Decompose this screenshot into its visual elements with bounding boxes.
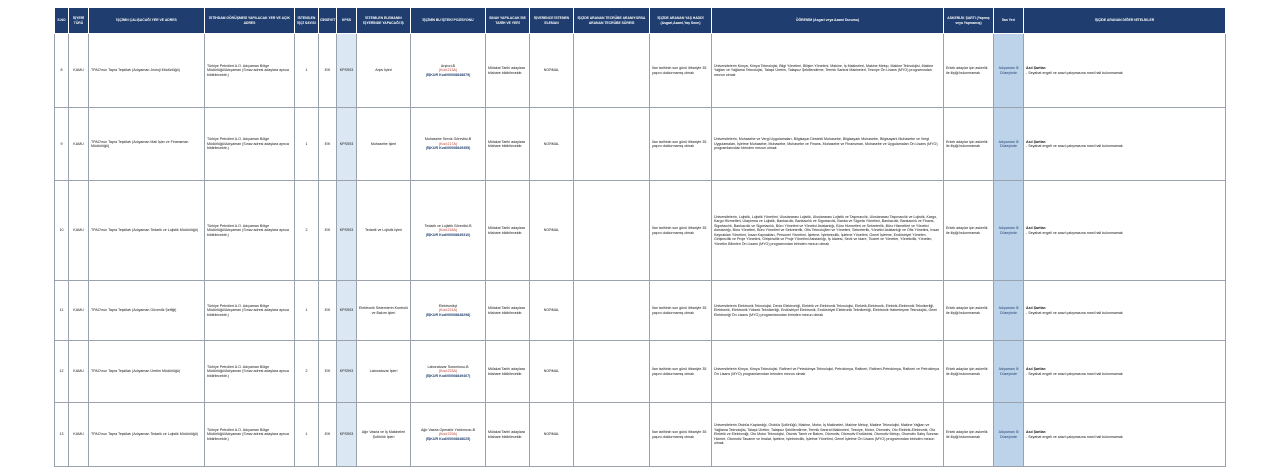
other-text: - Seyahat engeli ve arazi çalışmasına mani hali bulunmamak	[1026, 230, 1123, 235]
table-row	[55, 34, 1226, 108]
cell-type: KAMU	[69, 403, 89, 467]
cell-job: Tedarik ve Lojistik İşleri	[357, 181, 411, 281]
header-cell: İSTİHDAM GÖRÜŞMESİ YAPILACAK YER VE AÇIK ADRES	[205, 8, 295, 34]
cell-age: İlan tarihinin son günü itibariyle 35 yaşını doldurmamış olmak	[650, 281, 712, 341]
cell-education: Üniversitelerin Elektronik Teknolojisi, Deniz Elektroniği, Elektrik ve Elektronik Teknolojisi, Elektrik-Elektronik, Elektrik-Elektronik Teknikerliği, Elektronik, Elektronik Yüksek Teknikerliği, Endüstriyel Elektronik, Endüstriyel Elektronik Teknikerliği, Elektronik Haberleşme Teknolojisi, Gemi Elektroniği Ön Lisans (MYO) programlarından birinden mezun olmak	[712, 281, 944, 341]
iskur-code: (İŞKUR Kod/00008849310)	[425, 232, 471, 237]
position-title: Arşivci-B	[440, 63, 456, 68]
table-row	[55, 181, 1226, 281]
cell-kpss: KPSS93	[337, 181, 357, 281]
cell-interview: Türkiye Petrolleri A.O. Adıyaman Bölge Müdürlüğü/Adıyaman (Sınav adresi adaylara ayrıca bildirilecektir.)	[205, 108, 295, 181]
cell-education: Üniversitelerin, Lojistik, Lojistik Yönetimi, Uluslararası Lojistik, Uluslararası Lojistik ve Taşımacılık, Uluslararası Taşımacılık ve Lojistik, Kargo, Kargo Hizmetleri, Ulaştırma ve Lojistik, Bankacılık, Bankacılık ve Sigortacılık, Banka ve Sigorta Yönetimi, Bankacılık, Bankacılık ve Finans, Sigortacılık, Bankacılık ve Sigortacılık, Büro Yönetimi ve Yönetici Asistanlığı, Büro Hizmetleri ve Sekreterlik, Büro Hizmetleri ve Yönetici Asistanlığı, Büro Yönetimi, Büro Yönetimi ve Sekreterlik, Ofis Teknolojileri ve Yönetimi, Sekreterlik, Yönetici Asistanlığı ve Ofis Yönetimi, İnsan Kaynakları Yönetimi, İnsan Kaynakları, Personel Yönetimi, İşletme, İşletmecilik, İşletme Yönetimi, Genel İşletme, Endüstriyel Yönetim, Girişimcilik ve Proje Yönetimi, Girişimcilik ve Proje Yönetimi Asistanlığı, İş İdaresi, Sevk ve İdare, Ticaret ve Yönetim, Yöneticilik, Yönetim, Yönetim Bilimleri Ön Lisans (MYO) programından birinden mezun olmak	[712, 181, 944, 281]
header-cell: KPSS	[337, 8, 357, 34]
cell-employer: NORMAL	[530, 108, 574, 181]
iskur-code: (İŞKUR Kod/00008848879)	[425, 72, 471, 77]
other-text: - Seyahat engeli ve arazi çalışmasına mani hali bulunmamak	[1026, 70, 1123, 75]
cell-exam: Mülakat Tarihi adaylara bilahare bildirilecektir.	[486, 403, 530, 467]
cell-no: 11	[55, 281, 69, 341]
cell-education: Üniversitelerin Otobüs Kaptanlığı, Otobüs Şoförlüğü, Makine, Motor, İş Makineleri, Makine Metop, Makine Teknolojisi, Makine Yağları ve Yağlama Teknolojisi, Talaşlı Üretim, Talaşsız Şekillendirme, Termik Santral Makineleri, Tesviye, Motor, Otomotiv, Oto Elektrik-Elektronik, Oto Elektrik ve Elektroniği, Oto Motor Teknolojisi, Otomiv Tamir ve Bakım, Otomotiv, Otomotiv Endüstrisi, Otomotiv Metop, Otomotiv Satış Sonrası Hizmet, Otomotiv Tasarım ve İmalat, İşletme, İşletmecilik, İşletme Yönetimi, Genel İşletme Ön Lisans (MYO) programından birinden mezun olmak	[712, 403, 944, 467]
position-code: (Kod:229A)	[438, 432, 458, 437]
table-row	[55, 341, 1226, 403]
other-title: Asıl Şartlar:	[1026, 226, 1047, 231]
cell-count: 2	[295, 181, 319, 281]
cell-education: Üniversitelerin, Muhasebe ve Vergi Uygulamaları, Bilgisayar Destekli Muhasebe, Bilgisayarlı Muhasebe, Bilgisayarlı Muhasebe ve Vergi Uygulamaları, İşletme Muhasebe, Muhasebe, Muhasebe ve Finans, Muhasebe ve Finansman, Muhasebe ve Uygulamaları Ön Lisans (MYO) programlarından birinden mezun olmak	[712, 108, 944, 181]
cell-education: Üniversitelerin Kimya, Kimya Teknolojisi, Bilgi Yönetimi, Bilişim Yönetimi, Makine, İş Makineleri, Makine Metop, Makine Teknolojisi, Makine Yağları ve Yağlama Teknolojisi, Talaşlı Üretim, Talaşsız Şekillendirme, Termik Santral Makineleri, Tesviye Ön Lisans (MYO) programından mezun olmak	[712, 34, 944, 108]
cell-gender: E/K	[319, 34, 337, 108]
header-cell: İŞVERENCE İSTENEN ELEMAN	[530, 8, 574, 34]
other-title: Asıl Şartlar:	[1026, 430, 1047, 435]
cell-other	[1024, 108, 1226, 181]
cell-military: Erkek adaylar için askerlik ile ilişiği bulunmamak	[944, 108, 994, 181]
cell-position	[411, 281, 486, 341]
cell-experience	[574, 281, 650, 341]
table-row	[55, 403, 1226, 467]
position-title: Tedarik ve Lojistik Görevlisi-B	[424, 223, 472, 228]
cell-no: 13	[55, 403, 69, 467]
cell-gender: E/K	[319, 403, 337, 467]
cell-interview: Türkiye Petrolleri A.O. Adıyaman Bölge Müdürlüğü/Adıyaman (Sınav adresi adaylara ayrıca bildirilecektir.)	[205, 181, 295, 281]
header-cell: İŞYERİ TÜRÜ	[69, 8, 89, 34]
cell-experience	[574, 341, 650, 403]
other-text: - Seyahat engeli ve arazi çalışmasına mani hali bulunmamak	[1026, 144, 1123, 148]
cell-position	[411, 341, 486, 403]
other-title: Asıl Şartlar:	[1026, 367, 1047, 372]
cell-kpss: KPSS93	[337, 281, 357, 341]
cell-job: Ağır Vasıta ve İş Makineleri Şoförlük İşleri	[357, 403, 411, 467]
cell-job: Laboratuvar İşleri	[357, 341, 411, 403]
header-cell: İlan Yeri	[994, 8, 1024, 34]
header-cell: İŞÇİNİN BU İŞTEKİ POZİSYONU	[411, 8, 486, 34]
cell-employer: NORMAL	[530, 181, 574, 281]
position-title: Elektronikçi	[438, 303, 458, 308]
cell-place: TPAO'nun Tapra Teşkilatı (Adıyaman Üretim Müdürlüğü)	[89, 341, 205, 403]
cell-location: Adıyaman İli Düzeyinde	[994, 181, 1024, 281]
cell-location: Adıyaman İli Düzeyinde	[994, 108, 1024, 181]
cell-count: 1	[295, 403, 319, 467]
cell-place: TPAO'nun Tapra Teşkilatı (Adıyaman Mali İşler ve Finansman Müdürlüğü)	[89, 108, 205, 181]
cell-count: 1	[295, 108, 319, 181]
other-text: - Seyahat engeli ve arazi çalışmasına mani hali bulunmamak	[1026, 371, 1123, 376]
position-code: (Kod:218A)	[438, 228, 458, 233]
cell-interview: Türkiye Petrolleri A.O. Adıyaman Bölge Müdürlüğü/Adıyaman (Sınav adresi adaylara ayrıca bildirilecektir.)	[205, 403, 295, 467]
position-code: (Kod:213A)	[438, 68, 458, 73]
cell-kpss: KPSS93	[337, 341, 357, 403]
header-cell: İSTENİLEN İŞÇİ SAYISI	[295, 8, 319, 34]
position-code: (Kod:221A)	[438, 308, 458, 313]
cell-gender: E/K	[319, 281, 337, 341]
position-title: Laboratuvar Sorumlusu-B	[427, 364, 469, 369]
cell-employer: NORMAL	[530, 341, 574, 403]
header-cell: SINAV YAPILACAK İSE TARİH VE YERİ	[486, 8, 530, 34]
cell-military: Erkek adaylar için askerlik ile ilişiği bulunmamak	[944, 181, 994, 281]
job-listing-table	[54, 7, 1226, 467]
header-cell: ASKERLİK ŞARTI (Yapmış veya Yapmamış)	[944, 8, 994, 34]
other-title: Asıl Şartlar:	[1026, 66, 1047, 71]
cell-experience	[574, 108, 650, 181]
other-text: - Seyahat engeli ve arazi çalışmasına mani hali bulunmamak	[1026, 434, 1123, 439]
cell-military: Erkek adaylar için askerlik ile ilişiği bulunmamak	[944, 34, 994, 108]
cell-gender: E/K	[319, 181, 337, 281]
position-code: (Kod:217A)	[438, 141, 458, 146]
cell-other	[1024, 341, 1226, 403]
cell-type: KAMU	[69, 34, 89, 108]
cell-employer: NORMAL	[530, 34, 574, 108]
cell-age: İlan tarihinin son günü itibariyle 35 yaşını doldurmamış olmak	[650, 108, 712, 181]
cell-type: KAMU	[69, 341, 89, 403]
cell-type: KAMU	[69, 281, 89, 341]
position-title: Ağır Vasıta Operatör Yardımcısı-B	[420, 427, 476, 432]
header-cell: İŞÇİDE ARANAN YAŞ HADDİ (Asgari,Azami,Yaş Sınırı)	[650, 8, 712, 34]
cell-location: Adıyaman İli Düzeyinde	[994, 341, 1024, 403]
cell-job: Muhasebe İşleri	[357, 108, 411, 181]
table-row	[55, 108, 1226, 181]
cell-position	[411, 108, 486, 181]
table-row	[55, 281, 1226, 341]
iskur-code: (İŞKUR Kod/00008849407)	[425, 373, 471, 378]
cell-exam: Mülakat Tarihi adaylara bilahare bildirilecektir.	[486, 108, 530, 181]
other-title: Asıl Şartlar:	[1026, 306, 1047, 311]
cell-military: Erkek adaylar için askerlik ile ilişiği bulunmamak	[944, 341, 994, 403]
cell-type: KAMU	[69, 108, 89, 181]
cell-kpss: KPSS93	[337, 108, 357, 181]
cell-no: 12	[55, 341, 69, 403]
cell-no: 9	[55, 108, 69, 181]
cell-experience	[574, 181, 650, 281]
header-row	[55, 8, 1226, 34]
cell-gender: E/K	[319, 108, 337, 181]
cell-experience	[574, 403, 650, 467]
cell-kpss: KPSS93	[337, 403, 357, 467]
cell-age: İlan tarihinin son günü itibariyle 35 yaşını doldurmamış olmak	[650, 403, 712, 467]
cell-experience	[574, 34, 650, 108]
job-listing-table-container	[54, 7, 1225, 467]
cell-interview: Türkiye Petrolleri A.O. Adıyaman Bölge Müdürlüğü/Adıyaman (Sınav adresi adaylara ayrıca bildirilecektir.)	[205, 281, 295, 341]
cell-place: TPAO'nun Tapra Teşkilatı (Adıyaman Tedarik ve Lojistik Müdürlüğü)	[89, 181, 205, 281]
cell-other	[1024, 34, 1226, 108]
cell-position	[411, 181, 486, 281]
other-title: Asıl Şartlar:	[1026, 139, 1047, 144]
cell-position	[411, 403, 486, 467]
iskur-code: (İŞKUR Kod/00008848625)	[425, 436, 471, 441]
cell-position	[411, 34, 486, 108]
cell-exam: Mülakat Tarihi adaylara bilahare bildirilecektir.	[486, 341, 530, 403]
position-code: (Kod:223A)	[438, 369, 458, 374]
cell-interview: Türkiye Petrolleri A.O. Adıyaman Bölge Müdürlüğü/Adıyaman (Sınav adresi adaylara ayrıca bildirilecektir.)	[205, 341, 295, 403]
cell-other	[1024, 181, 1226, 281]
header-cell: İŞÇİDE ARANAN TECRÜBE ARANIYORSA ARANAN TECRÜBE SÜRESİ	[574, 8, 650, 34]
cell-employer: NORMAL	[530, 403, 574, 467]
header-cell: ÖĞRENİM (Asgari veya Azami Durumu)	[712, 8, 944, 34]
cell-no: 8	[55, 34, 69, 108]
cell-no: 10	[55, 181, 69, 281]
cell-other	[1024, 281, 1226, 341]
cell-location: Adıyaman İli Düzeyinde	[994, 34, 1024, 108]
cell-education: Üniversitelerin Kimya, Kimya Teknolojisi, Rafineri ve Petrokimya Teknolojisi, Petrokimya, Rafineri, Rafineri-Petrokimya, Rafineri ve Petrokimya Ön Lisans (MYO) programlarından birinden mezun olmak	[712, 341, 944, 403]
cell-location: Adıyaman İli Düzeyinde	[994, 403, 1024, 467]
cell-military: Erkek adaylar için askerlik ile ilişiği bulunmamak	[944, 281, 994, 341]
iskur-code: (İŞKUR Kod/00008849355)	[425, 146, 471, 151]
cell-place: TPAO'nun Tapra Teşkilatı (Adıyaman Jeoloji Müdürlüğü)	[89, 34, 205, 108]
header-cell: İŞÇİNİN ÇALIŞACAĞI YER VE ADRES	[89, 8, 205, 34]
header-cell: İŞÇİDE ARANAN DİĞER NİTELİKLER	[1024, 8, 1226, 34]
cell-exam: Mülakat Tarihi adaylara bilahare bildirilecektir.	[486, 34, 530, 108]
header-cell: S.NO	[55, 8, 69, 34]
header-cell: CİNSİYET	[319, 8, 337, 34]
cell-other	[1024, 403, 1226, 467]
cell-exam: Mülakat Tarihi adaylara bilahare bildirilecektir.	[486, 181, 530, 281]
cell-employer: NORMAL	[530, 281, 574, 341]
cell-age: İlan tarihinin son günü itibariyle 35 yaşını doldurmamış olmak	[650, 341, 712, 403]
cell-place: TPAO'nun Tapra Teşkilatı (Adıyaman Güvenlik Şefliği)	[89, 281, 205, 341]
cell-kpss: KPSS93	[337, 34, 357, 108]
cell-interview: Türkiye Petrolleri A.O. Adıyaman Bölge Müdürlüğü/Adıyaman (Sınav adresi adaylara ayrıca bildirilecektir.)	[205, 34, 295, 108]
cell-type: KAMU	[69, 181, 89, 281]
cell-count: 1	[295, 34, 319, 108]
cell-job: Arşiv İşleri	[357, 34, 411, 108]
other-text: - Seyahat engeli ve arazi çalışmasına mani hali bulunmamak	[1026, 310, 1123, 315]
cell-location: Adıyaman İli Düzeyinde	[994, 281, 1024, 341]
cell-age: İlan tarihinin son günü itibariyle 35 yaşını doldurmamış olmak	[650, 34, 712, 108]
cell-age: İlan tarihinin son günü itibariyle 35 yaşını doldurmamış olmak	[650, 181, 712, 281]
cell-job: Elektronik Sistemlerin Kontrolü ve Bakım İşleri	[357, 281, 411, 341]
cell-place: TPAO'nun Tapra Teşkilatı (Adıyaman Tedarik ve Lojistik Müdürlüğü)	[89, 403, 205, 467]
header-cell: İSTENİLEN ELEMANIN İŞYERİNDE YAPACAĞI İŞ	[357, 8, 411, 34]
cell-count: 2	[295, 341, 319, 403]
iskur-code: (İŞKUR Kod/00008848298)	[425, 312, 471, 317]
cell-exam: Mülakat Tarihi adaylara bilahare bildirilecektir.	[486, 281, 530, 341]
position-title: Muhasebe Servis Görevlisi-B	[424, 137, 472, 142]
cell-gender: E/K	[319, 341, 337, 403]
cell-military: Erkek adaylar için askerlik ile ilişiği bulunmamak	[944, 403, 994, 467]
cell-count: 1	[295, 281, 319, 341]
